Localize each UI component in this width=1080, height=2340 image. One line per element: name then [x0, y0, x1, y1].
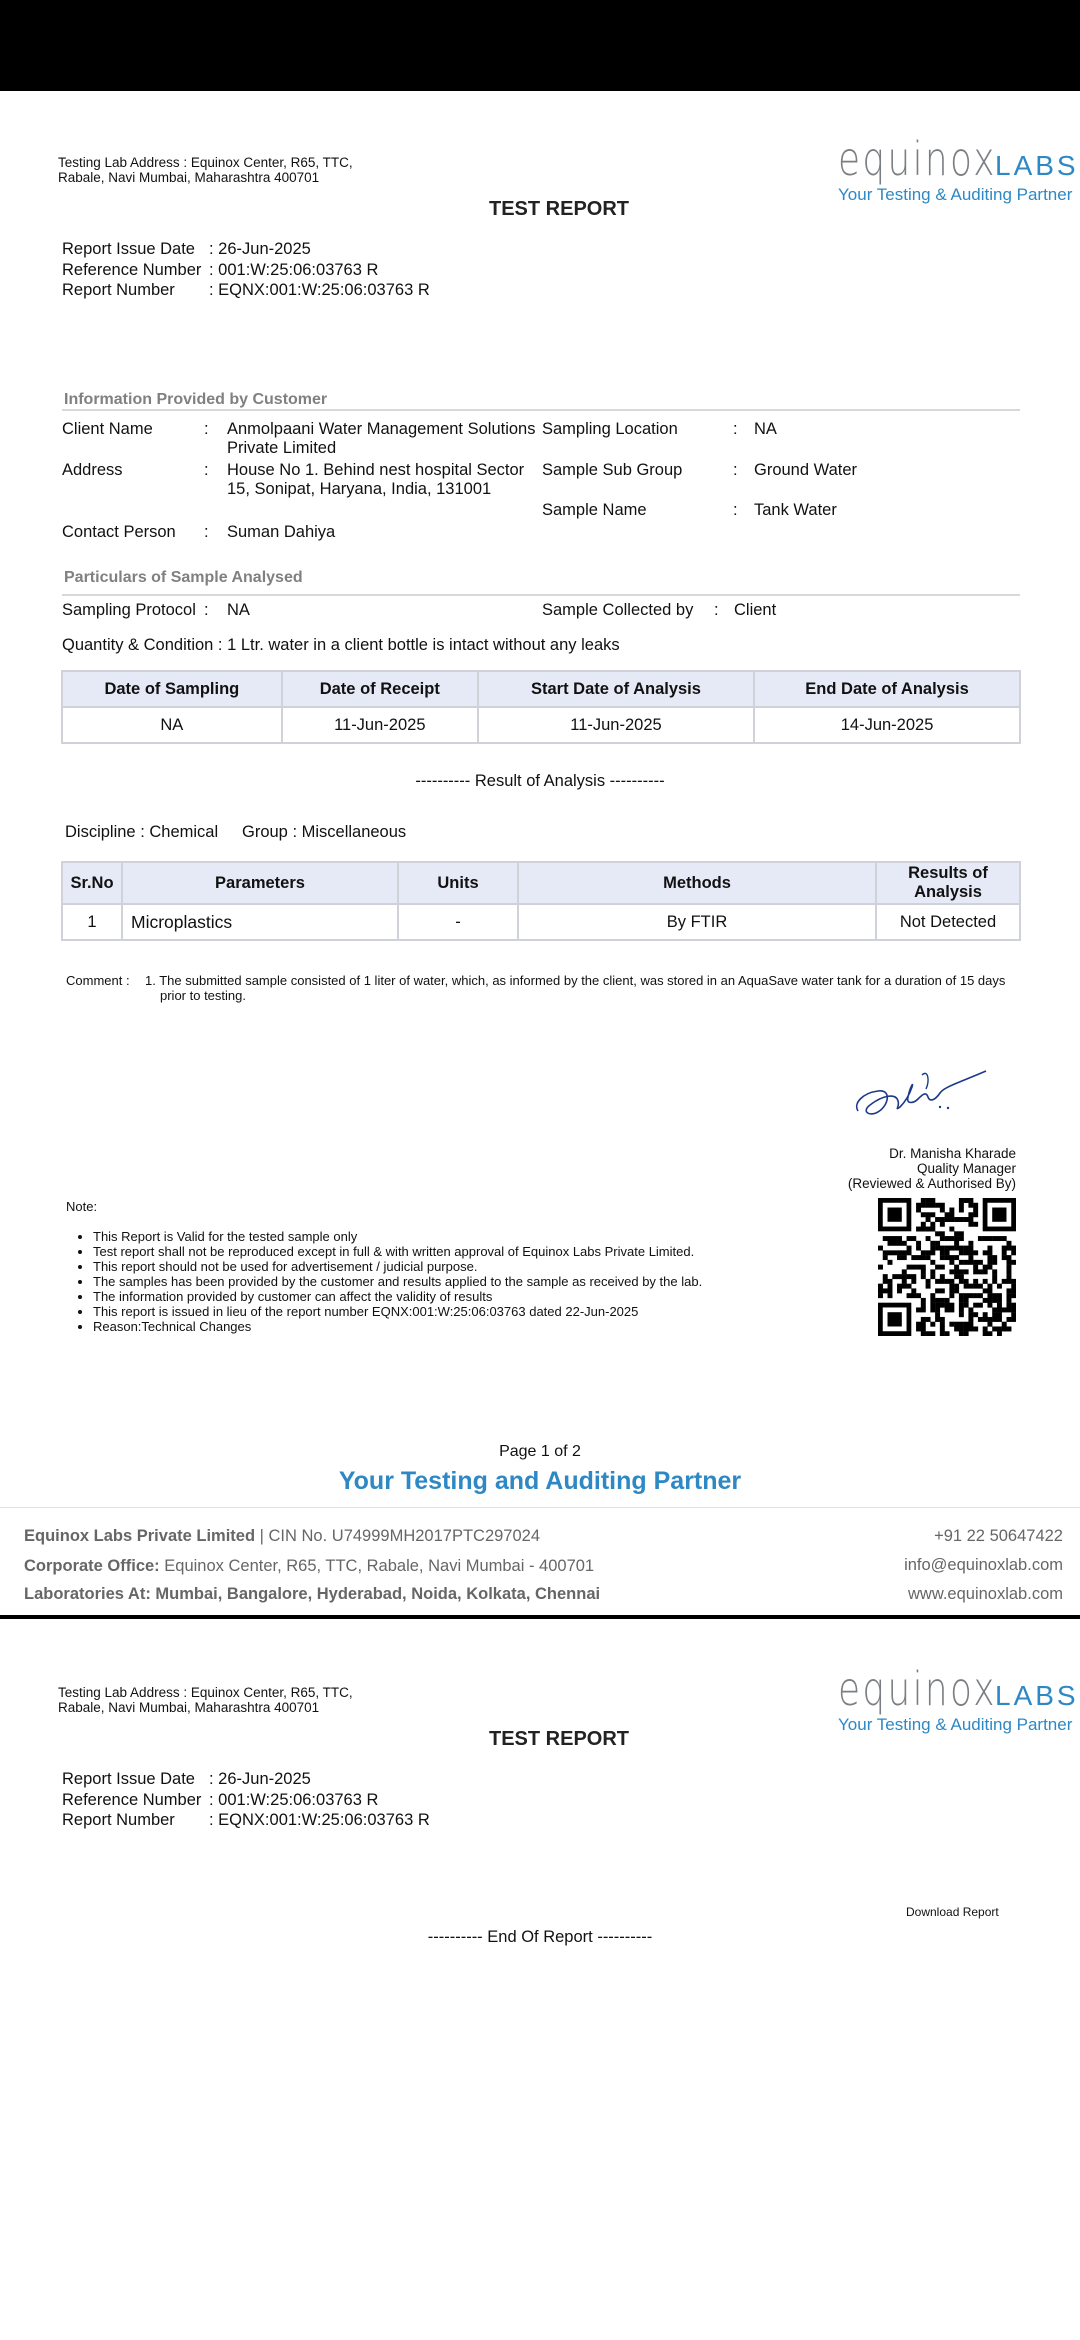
footer-email[interactable]: info@equinoxlab.com [904, 1556, 1063, 1574]
table-cell: 11-Jun-2025 [478, 707, 754, 743]
footer-corp-line [24, 1552, 594, 1581]
colon: : [733, 461, 738, 479]
report-title: TEST REPORT [488, 198, 629, 220]
meta-value: : 26-Jun-2025 [209, 240, 311, 258]
meta-label: Report Issue Date [62, 240, 195, 258]
notes-list [75, 1229, 875, 1334]
logo-tagline: Your Testing & Auditing Partner [838, 1715, 1073, 1734]
meta-value: : 001:W:25:06:03763 R [209, 260, 379, 279]
contact-label: Contact Person [62, 523, 176, 541]
sampling-location-label: Sampling Location [542, 420, 678, 438]
report-title: TEST REPORT [488, 1728, 629, 1750]
equinox-logo [838, 132, 1079, 208]
list-item: • This report should not be used for advertisement / judicial purpose. [93, 1259, 875, 1274]
table-header: Sr.No [62, 862, 122, 904]
group: Group : Miscellaneous [242, 823, 407, 841]
footer-company-line [24, 1522, 540, 1551]
sampling-protocol-label: Sampling Protocol [62, 601, 196, 619]
footer-phone[interactable]: +91 22 50647422 [934, 1527, 1063, 1545]
dates-table [61, 670, 1021, 744]
colon: : [204, 461, 209, 479]
lab-address: Testing Lab Address : Equinox Center, R65, TTC, Rabale, Navi Mumbai, Maharashtra 400701 [58, 1685, 353, 1715]
footer-corp-label: Corporate Office: [24, 1557, 160, 1575]
meta-label: Report Number [62, 1811, 175, 1829]
signatory-note: (Reviewed & Authorised By) [847, 1176, 1016, 1191]
meta-value: : EQNX:001:W:25:06:03763 R [209, 1811, 430, 1829]
contact-value: Suman Dahiya [227, 523, 336, 541]
table-header: End Date of Analysis [754, 671, 1020, 707]
client-name-label: Client Name [62, 420, 153, 438]
logo-labs: LABS [995, 1680, 1079, 1711]
logo-tagline: Your Testing & Auditing Partner [838, 185, 1073, 204]
colon: : [733, 501, 738, 519]
customer-section-heading: Information Provided by Customer [64, 391, 328, 408]
table-header: Methods [518, 862, 876, 904]
address-label: Address [62, 461, 123, 479]
sample-sub-group-label: Sample Sub Group [542, 461, 683, 479]
lab-address: Testing Lab Address : Equinox Center, R65, TTC, Rabale, Navi Mumbai, Maharashtra 400701 [58, 155, 353, 185]
comment-text: 1. The submitted sample consisted of 1 liter of water, which, as informed by the client, was stored in an AquaSave water tank for a duration of 15 days prior to testing. [145, 973, 1006, 1003]
table-cell: Microplastics [122, 904, 398, 940]
report-meta [62, 239, 430, 301]
list-item: • Reason:Technical Changes [93, 1319, 875, 1334]
equinox-logo [838, 1662, 1079, 1738]
end-of-report: ---------- End Of Report ---------- [427, 1928, 653, 1946]
list-item: • This report is issued in lieu of the report number EQNX:001:W:25:06:03763 dated 22-Jun-2025 [93, 1304, 875, 1319]
colon: : [204, 420, 209, 438]
table-cell: 11-Jun-2025 [282, 707, 478, 743]
list-item: • The samples has been provided by the customer and results applied to the sample as received by the lab. [93, 1274, 875, 1289]
colon: : [733, 420, 738, 438]
sample-name-label: Sample Name [542, 501, 647, 519]
meta-label: Reference Number [62, 260, 202, 279]
client-name-value: Anmolpaani Water Management Solutions Private Limited [227, 420, 536, 457]
colon: : [714, 601, 719, 619]
meta-value: : 26-Jun-2025 [209, 1770, 311, 1788]
colon: : [204, 601, 209, 619]
quantity-condition: Quantity & Condition : 1 Ltr. water in a client bottle is intact without any leaks [62, 636, 620, 654]
logo-wordmark: equinox [838, 1662, 997, 1716]
result-heading: ---------- Result of Analysis ---------- [415, 772, 665, 790]
colon: : [204, 523, 209, 541]
signature [848, 1063, 988, 1125]
table-cell: 1 [62, 904, 122, 940]
top-status-bar [0, 0, 1080, 91]
divider [62, 409, 1020, 411]
comment-label: Comment : [66, 973, 130, 988]
table-cell: - [398, 904, 518, 940]
sample-collected-label: Sample Collected by [542, 601, 694, 619]
divider [0, 1507, 1080, 1508]
table-cell: By FTIR [518, 904, 876, 940]
table-row [62, 904, 1020, 940]
footer-labs: Laboratories At: Mumbai, Bangalore, Hyderabad, Noida, Kolkata, Chennai [24, 1585, 601, 1603]
logo-wordmark: equinox [838, 132, 997, 186]
sample-section-heading: Particulars of Sample Analysed [64, 569, 303, 586]
page-separator [0, 1615, 1080, 1619]
sample-name-value: Tank Water [754, 501, 837, 519]
list-item: • This Report is Valid for the tested sample only [93, 1229, 875, 1244]
results-table [61, 861, 1021, 941]
address-value: House No 1. Behind nest hospital Sector 15, Sonipat, Haryana, India, 131001 [227, 461, 525, 498]
report-meta [62, 1769, 430, 1831]
sample-sub-group-value: Ground Water [754, 461, 858, 479]
footer-cin: | CIN No. U74999MH2017PTC297024 [255, 1527, 541, 1545]
footer-corp: Equinox Center, R65, TTC, Rabale, Navi Mumbai - 400701 [159, 1557, 595, 1575]
table-cell: NA [62, 707, 282, 743]
meta-label: Reference Number [62, 1790, 202, 1809]
table-header: Date of Receipt [282, 671, 478, 707]
sampling-location-value: NA [754, 420, 777, 438]
footer-website[interactable]: www.equinoxlab.com [908, 1585, 1063, 1603]
qr-code[interactable] [878, 1198, 1016, 1336]
table-cell: Not Detected [876, 904, 1020, 940]
footer-tagline: Your Testing and Auditing Partner [338, 1467, 742, 1495]
table-header: Start Date of Analysis [478, 671, 754, 707]
signatory-role: Quality Manager [916, 1161, 1016, 1176]
meta-value: : EQNX:001:W:25:06:03763 R [209, 281, 430, 299]
page-number: Page 1 of 2 [499, 1443, 581, 1460]
meta-label: Report Number [62, 281, 175, 299]
table-header: Units [398, 862, 518, 904]
table-header: Date of Sampling [62, 671, 282, 707]
footer-company: Equinox Labs Private Limited [24, 1527, 256, 1545]
note-label: Note: [66, 1199, 98, 1214]
divider [62, 594, 1020, 596]
table-header: Results of Analysis [876, 862, 1020, 904]
logo-labs: LABS [995, 150, 1079, 181]
signatory [760, 1146, 1016, 1191]
meta-label: Report Issue Date [62, 1770, 195, 1788]
table-header: Parameters [122, 862, 398, 904]
signatory-name: Dr. Manisha Kharade [889, 1146, 1016, 1161]
meta-value: : 001:W:25:06:03763 R [209, 1790, 379, 1809]
table-cell: 14-Jun-2025 [754, 707, 1020, 743]
list-item: • Test report shall not be reproduced except in full & with written approval of Equinox Labs Private Limited. [93, 1244, 875, 1259]
sampling-protocol-value: NA [227, 601, 250, 619]
discipline: Discipline : Chemical [65, 823, 219, 841]
sample-collected-value: Client [734, 601, 777, 619]
list-item: • The information provided by customer can affect the validity of results [93, 1289, 875, 1304]
download-report-link[interactable]: Download Report [906, 1905, 999, 1919]
